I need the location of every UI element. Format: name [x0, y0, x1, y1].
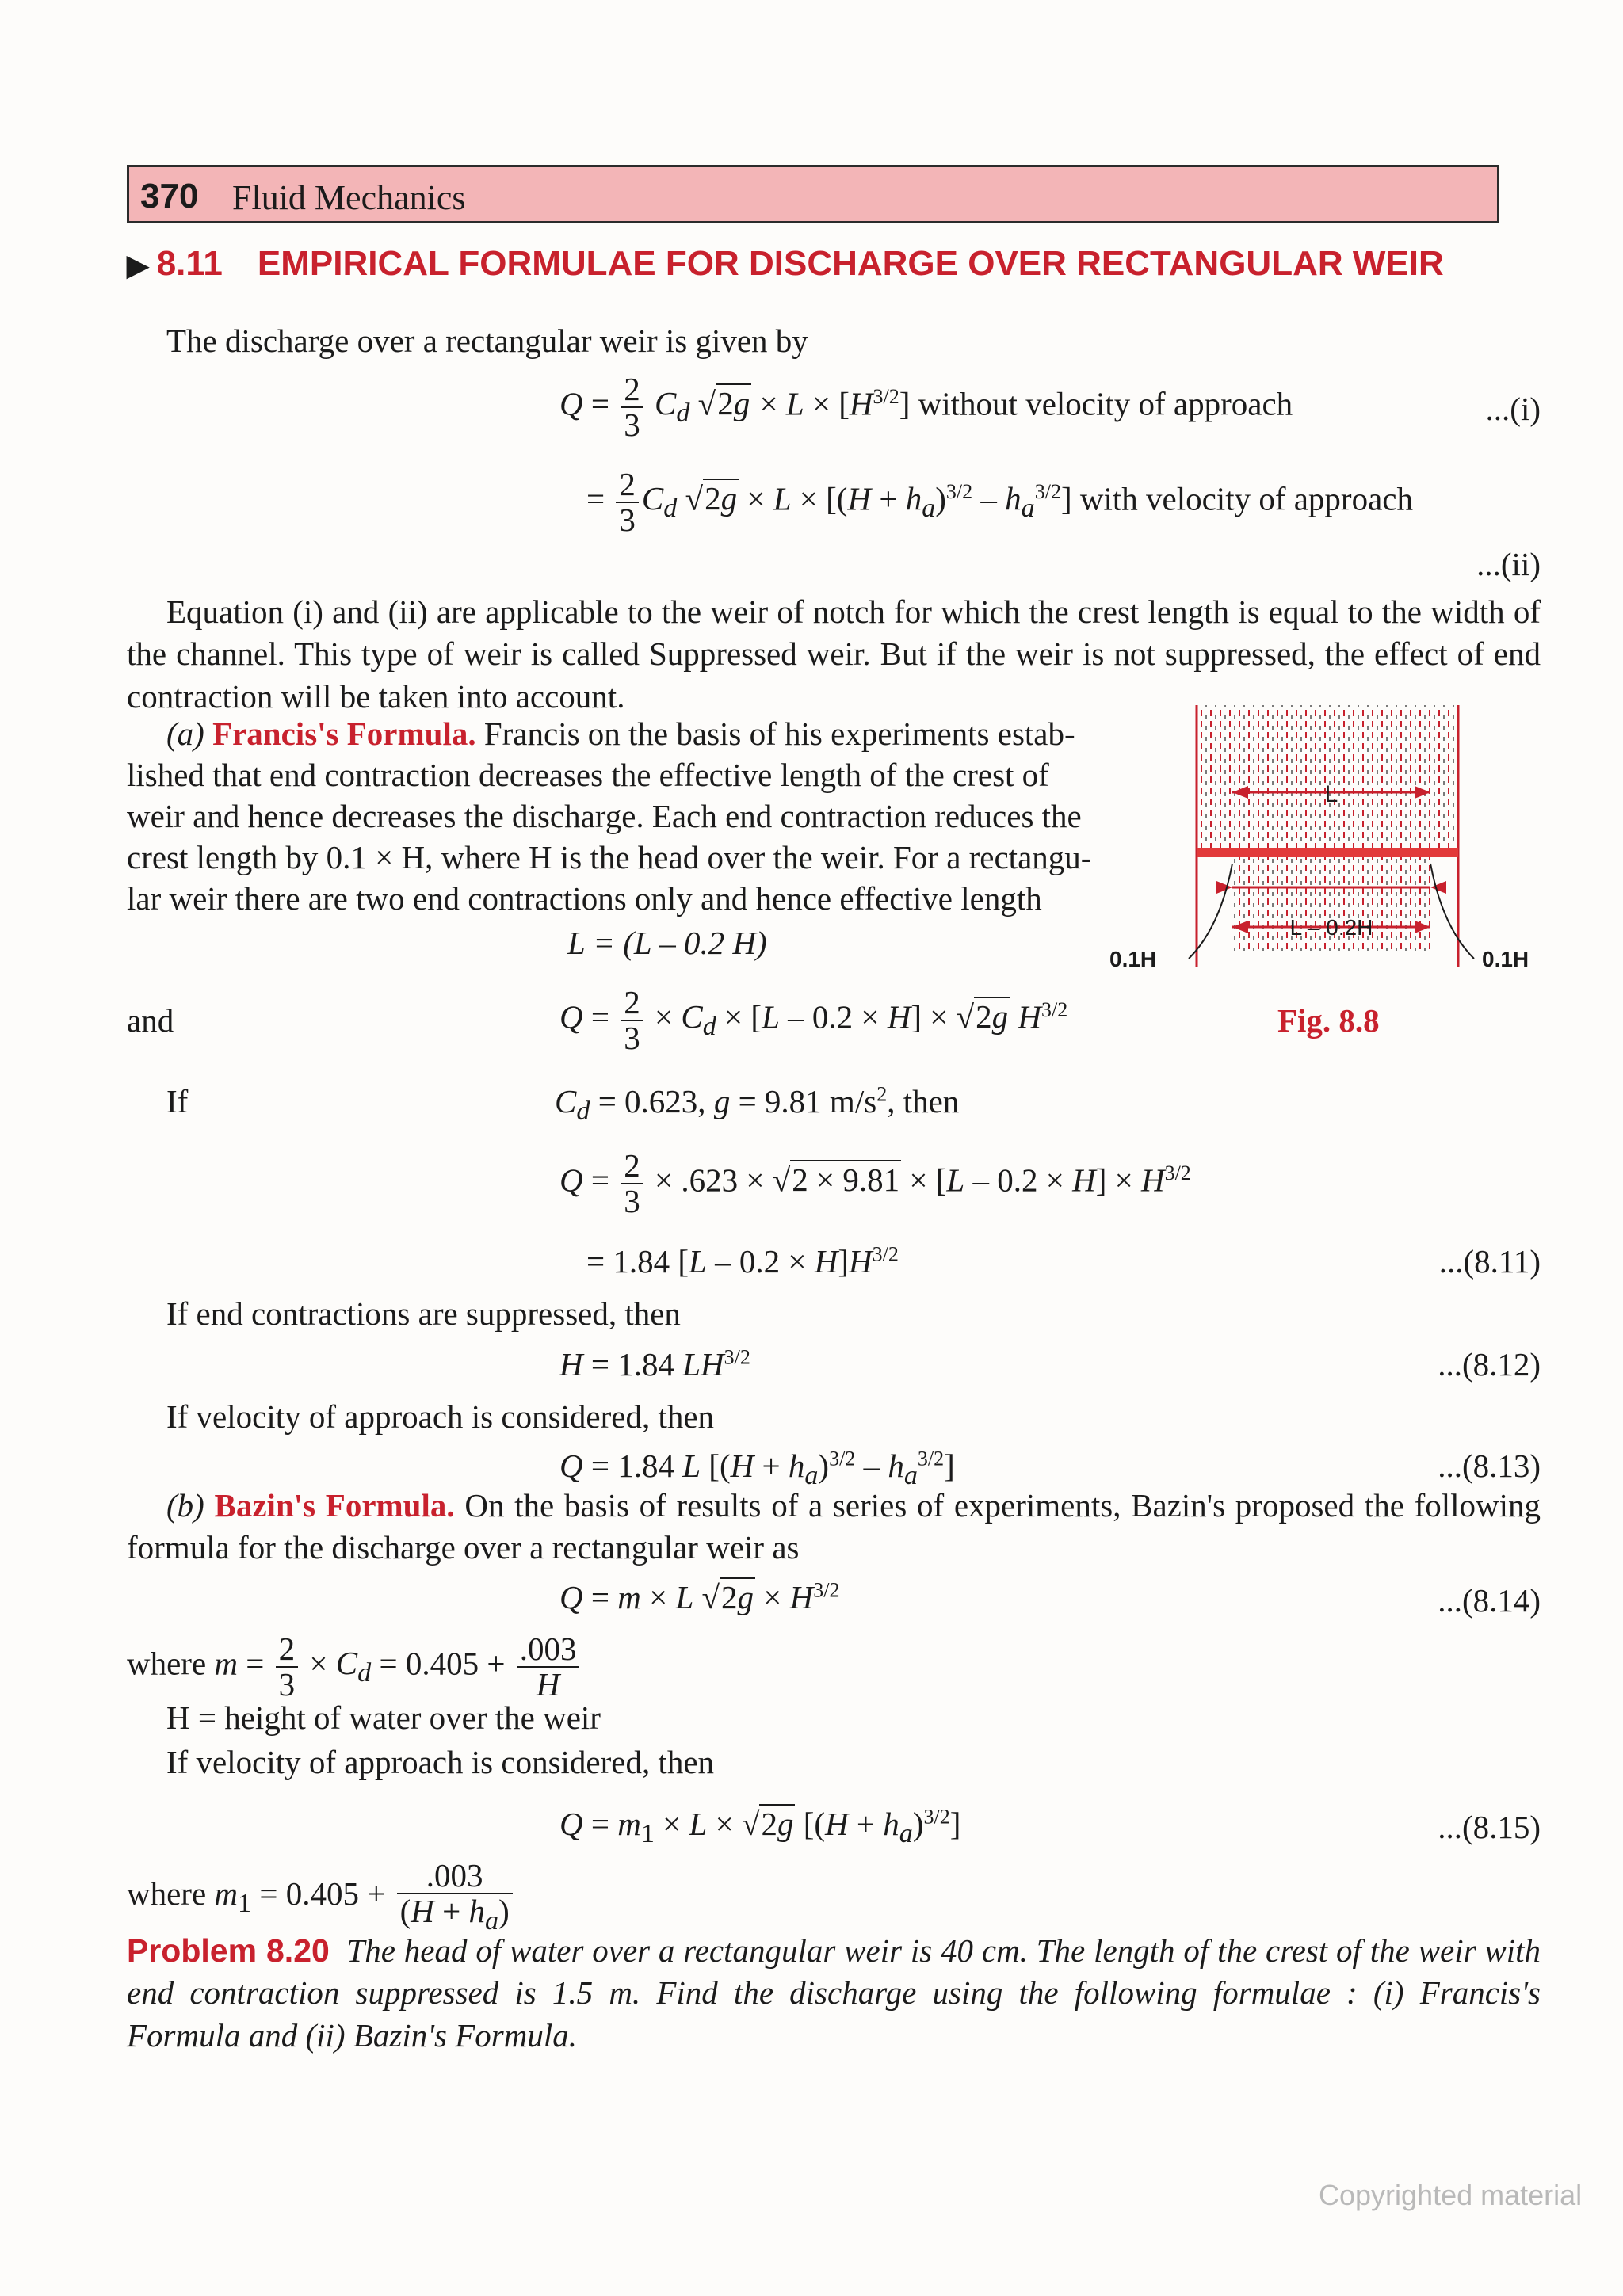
problem-paragraph	[127, 1930, 1541, 2057]
intro-text: The discharge over a rectangular weir is given by	[166, 322, 808, 359]
suppressed-line: If end contractions are suppressed, then	[166, 1295, 681, 1332]
if-label: If	[166, 1083, 189, 1119]
book-title: Fluid Mechanics	[232, 178, 466, 217]
eq-8-12: H = 1.84 $LH^{3/2}$	[559, 1345, 750, 1383]
weir-crest	[1197, 848, 1458, 857]
equation-i: Q = $\frac{2}{3}$ $C_d$ $√2g \times L \times [H^{3/2}]$ without velocity of approach	[559, 371, 1293, 444]
velocity-line: If velocity of approach is considered, then	[166, 1398, 715, 1435]
fig-right-label: 0.1H	[1482, 947, 1529, 971]
francis-line-3: weir and hence decreases the discharge. Each end contraction reduces the	[127, 798, 1082, 834]
section-number: 8.11	[156, 244, 223, 283]
m1-definition: where $m_1 = 0.405$ + $\frac{.003}{(H + h_a)}$	[127, 1859, 516, 1936]
francis-line-1: (a) Francis's Formula. Francis on the basis of his experiments estab-	[166, 715, 1075, 752]
and-label: and	[127, 1002, 174, 1039]
velocity-line-2: If velocity of approach is considered, then	[166, 1744, 715, 1780]
eq-8-14: Q = m × L $√2g \times H^{3/2}$	[559, 1578, 840, 1615]
problem-label: Problem 8.20	[127, 1932, 330, 1969]
eq-i-number: ...(i)	[1485, 391, 1541, 427]
page-number: 370	[140, 177, 199, 215]
eq-8-15-number: ...(8.15)	[1438, 1809, 1541, 1845]
eq-8-14-number: ...(8.14)	[1438, 1582, 1541, 1619]
section-title: EMPIRICAL FORMULAE FOR DISCHARGE OVER RECTANGULAR WEIR	[257, 244, 1444, 283]
francis-heading: Francis's Formula.	[212, 715, 476, 752]
fig-bottom-label: L – 0.2H	[1289, 915, 1373, 940]
m-definition: where m = $\frac{2}{3}$ × $C_d = 0.405$ + $\frac{.003}{H}$	[127, 1632, 582, 1702]
effective-length-eq: L = (L – 0.2 H)	[567, 925, 767, 961]
fig-left-label: 0.1H	[1109, 947, 1157, 971]
page-header	[127, 165, 1499, 223]
equation-ii: = $\frac{2}{3}$ $C_d$ $√2g \times L \times [(H + h_a)^{3/2} - h_a^{3/2}]$ with velocity of approach	[586, 466, 1413, 539]
section-arrow-icon: ▶	[127, 249, 149, 281]
suppressed-paragraph: Equation (i) and (ii) are applicable to the weir of notch for which the crest length is equal to the width of the channel. This type of weir is called Suppressed weir. But if the weir is not suppressed, the effect of end contraction will be taken into account.	[127, 593, 1541, 715]
eq-ii-desc: with velocity of approach	[1079, 480, 1413, 517]
eq-8-11: = 1.84 $[L - 0.2 \times H]H^{3/2}$	[586, 1242, 899, 1280]
francis-substituted-eq: Q = $\frac{2}{3}$ × $.623 \times √2 \times 9.81 \times [L - 0.2 \times H] \times H^{3/2}$	[559, 1147, 1191, 1220]
weir-figure	[1094, 697, 1545, 982]
fig-top-label: L	[1324, 781, 1338, 807]
h-definition: H = height of water over the weir	[166, 1699, 601, 1736]
section-heading	[127, 241, 1444, 286]
eq-8-12-number: ...(8.12)	[1438, 1346, 1541, 1383]
cd-values: $C_d = 0.623$, g = 9.81 $m/s^2$, then	[555, 1082, 960, 1127]
eq-8-15: $Q = m_1 \times L \times √2g$ $[(H + h_a)^{3/2}]$	[559, 1805, 961, 1849]
francis-line-5: lar weir there are two end contractions only and hence effective length	[127, 880, 1042, 917]
francis-line-2: lished that end contraction decreases the effective length of the crest of	[127, 757, 1049, 793]
bazin-paragraph: (b) Bazin's Formula. On the basis of results of a series of experiments, Bazin's proposed the following formula for the discharge over a rectangular weir as	[127, 1487, 1541, 1566]
eq-8-13: Q = 1.84 L $[(H + h_a)^{3/2} - h_a^{3/2}]$	[559, 1447, 955, 1491]
bazin-heading: Bazin's Formula.	[214, 1487, 455, 1524]
eq-8-11-number: ...(8.11)	[1438, 1243, 1541, 1280]
francis-equation: Q = $\frac{2}{3}$ × $C_d \times [L - 0.2 \times H] \times √2g$ $H^{3/2}$	[559, 984, 1068, 1057]
eq-i-desc: without velocity of approach	[918, 385, 1293, 422]
figure-label: Fig. 8.8	[1277, 1002, 1380, 1039]
copyright-watermark: Copyrighted material	[1319, 2179, 1583, 2211]
water-region-upper	[1197, 705, 1458, 856]
francis-line-4: crest length by 0.1 × H, where H is the head over the weir. For a rectangu-	[127, 839, 1092, 875]
eq-8-13-number: ...(8.13)	[1438, 1447, 1541, 1484]
eq-ii-number: ...(ii)	[1476, 546, 1541, 582]
problem-text: The head of water over a rectangular weir is 40 cm. The length of the crest of the weir with end contraction suppressed is 1.5 m. Find the discharge using the following formulae : (i) Francis's Formula and (ii) Bazin's Formula.	[127, 1932, 1541, 2054]
